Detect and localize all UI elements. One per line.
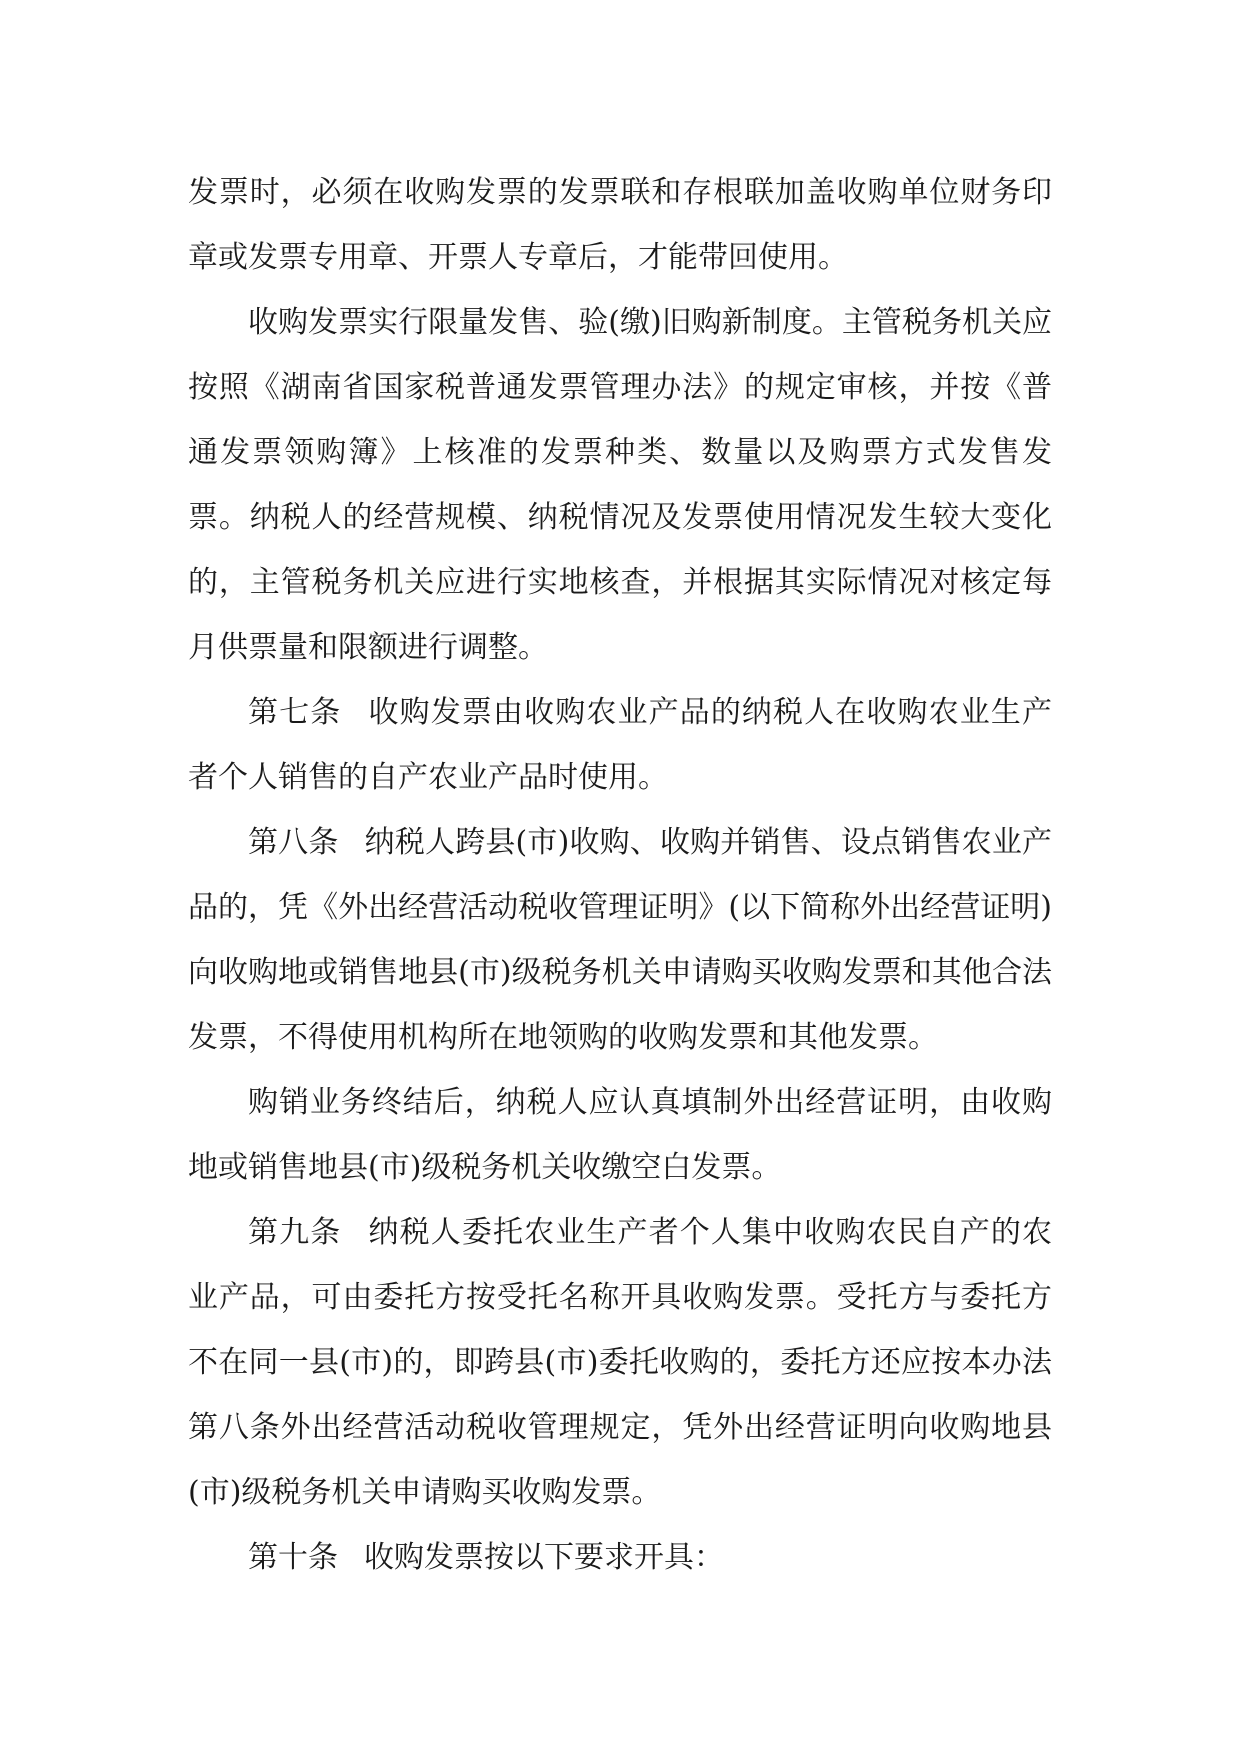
paragraph-text: 纳税人委托农业生产者个人集中收购农民自产的农业产品，可由委托方按受托名称开具收购发票。受托方与委托方不在同一县(市)的，即跨县(市)委托收购的，委托方还应按本办法第八条外出经营活动税收管理规定，凭外出经营证明向收购地县(市)级税务机关申请购买收购发票。 [188, 1215, 1053, 1510]
article-8 [188, 810, 1052, 1070]
document-page [188, 160, 1052, 1590]
article-number: 第八条 [248, 825, 339, 860]
paragraph-text: 收购发票实行限量发售、验(缴)旧购新制度。主管税务机关应按照《湖南省国家税普通发票管理办法》的规定审核，并按《普通发票领购簿》上核准的发票种类、数量以及购票方式发售发票。纳税人的经营规模、纳税情况及发票使用情况发生较大变化的，主管税务机关应进行实地核查，并根据其实际情况对核定每月供票量和限额进行调整。 [188, 305, 1052, 665]
article-number: 第七条 [248, 695, 342, 730]
paragraph-2 [188, 290, 1052, 680]
paragraph-text: 购销业务终结后，纳税人应认真填制外出经营证明，由收购地或销售地县(市)级税务机关收缴空白发票。 [188, 1085, 1052, 1185]
article-7 [188, 680, 1052, 810]
article-9 [188, 1200, 1052, 1525]
article-10 [188, 1525, 1052, 1590]
paragraph-text: 收购发票按以下要求开具： [364, 1540, 724, 1575]
paragraph-text: 纳税人跨县(市)收购、收购并销售、设点销售农业产品的，凭《外出经营活动税收管理证明》(以下简称外出经营证明)向收购地或销售地县(市)级税务机关申请购买收购发票和其他合法发票，不得使用机构所在地领购的收购发票和其他发票。 [188, 825, 1052, 1055]
paragraph-text: 发票时，必须在收购发票的发票联和存根联加盖收购单位财务印章或发票专用章、开票人专章后，才能带回使用。 [188, 175, 1052, 275]
paragraph-text: 收购发票由收购农业产品的纳税人在收购农业生产者个人销售的自产农业产品时使用。 [188, 695, 1053, 795]
article-number: 第十条 [248, 1540, 338, 1575]
article-number: 第九条 [248, 1215, 342, 1250]
paragraph-5 [188, 1070, 1052, 1200]
paragraph-1 [188, 160, 1052, 290]
